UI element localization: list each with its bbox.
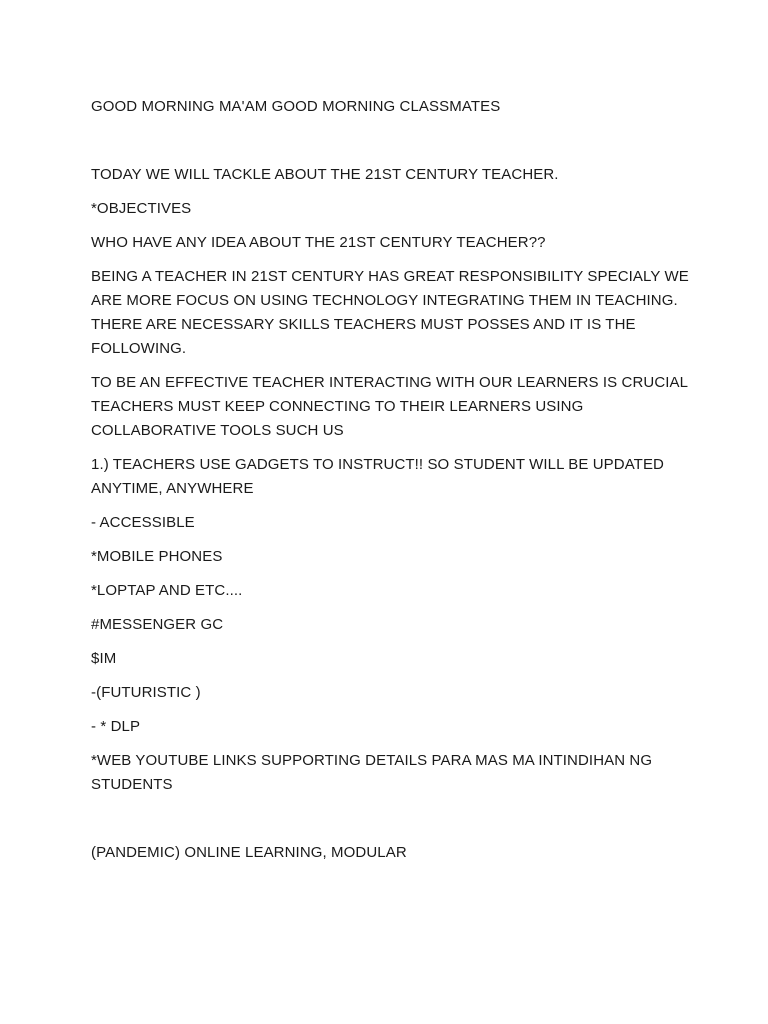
web-youtube-item: *WEB YOUTUBE LINKS SUPPORTING DETAILS PARA MAS MA INTINDIHAN NG STUDENTS xyxy=(91,752,653,793)
accessible-item: - ACCESSIBLE xyxy=(91,514,195,531)
objectives-line: *OBJECTIVES xyxy=(91,200,192,217)
topic-line: TODAY WE WILL TACKLE ABOUT THE 21ST CENTURY TEACHER. xyxy=(91,166,559,183)
messenger-item: #MESSENGER GC xyxy=(91,616,224,633)
responsibility-paragraph: BEING A TEACHER IN 21ST CENTURY HAS GREAT RESPONSIBILITY SPECIALY WE ARE MORE FOCUS ON USING TECHNOLOGY INTEGRATING THEM IN TEACHING. THERE ARE NECESSARY SKILLS TEACHERS MUST POSSES AND IT IS THE FOLLOWING. xyxy=(91,268,689,357)
mobile-phones-item: *MOBILE PHONES xyxy=(91,548,223,565)
loptap-item: *LOPTAP AND ETC.... xyxy=(91,582,243,599)
pandemic-line: (PANDEMIC) ONLINE LEARNING, MODULAR xyxy=(91,844,407,861)
futuristic-item: -(FUTURISTIC ) xyxy=(91,684,201,701)
document-body xyxy=(91,95,691,865)
dlp-item: - * DLP xyxy=(91,718,141,735)
effective-teacher-paragraph: TO BE AN EFFECTIVE TEACHER INTERACTING WITH OUR LEARNERS IS CRUCIAL TEACHERS MUST KEEP CONNECTING TO THEIR LEARNERS USING COLLABORATIVE TOOLS SUCH US xyxy=(91,374,688,439)
greeting-line: GOOD MORNING MA'AM GOOD MORNING CLASSMATES xyxy=(91,98,501,115)
point-one-paragraph: 1.) TEACHERS USE GADGETS TO INSTRUCT!! SO STUDENT WILL BE UPDATED ANYTIME, ANYWHERE xyxy=(91,456,664,497)
question-line: WHO HAVE ANY IDEA ABOUT THE 21ST CENTURY TEACHER?? xyxy=(91,234,546,251)
sim-item: $IM xyxy=(91,650,117,667)
